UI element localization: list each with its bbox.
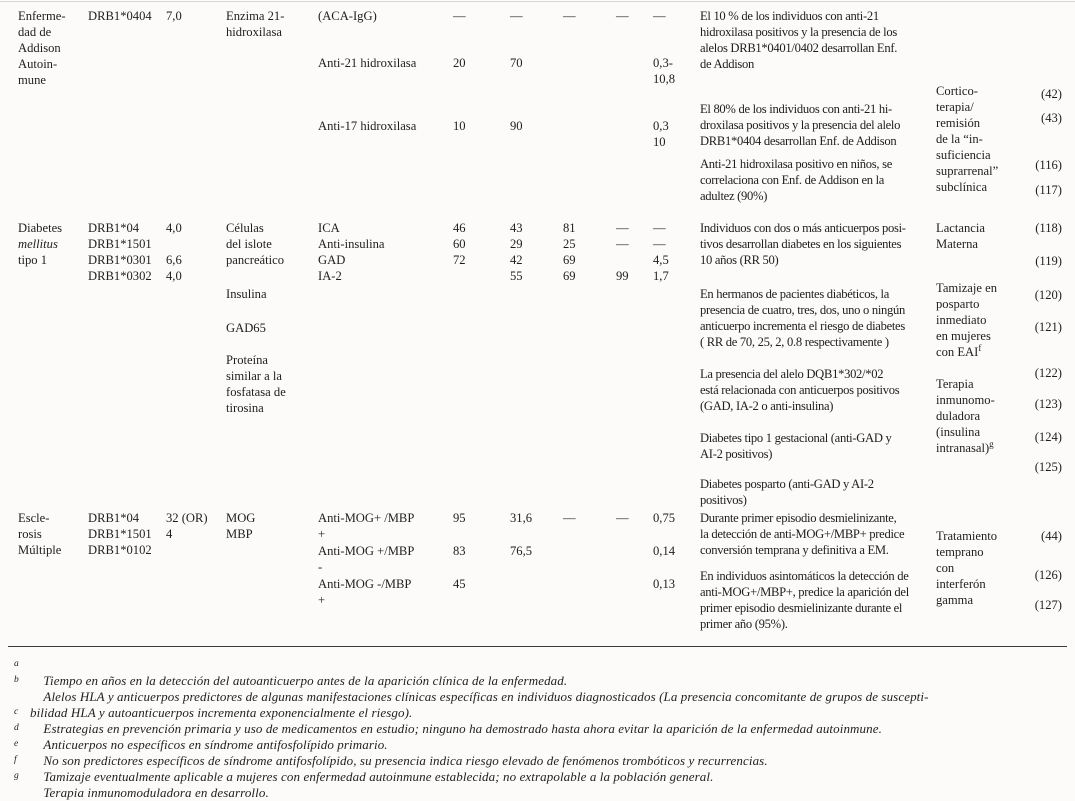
value-col2: 70 bbox=[510, 56, 523, 70]
footnote-text: No son predictores específicos de síndrome antifosfolípido, su presencia indica riesgo elevado de fenómenos trombóticos y recurrencias. bbox=[43, 753, 768, 768]
diabetes-disease-line2: mellitus bbox=[18, 237, 58, 251]
sclerosis-prevention: Tratamiento temprano con interferón gamma bbox=[936, 529, 998, 607]
diabetes-antigen-2: Insulina bbox=[226, 287, 267, 301]
value-col5: 4,5 bbox=[653, 253, 669, 267]
value-col3: — bbox=[563, 511, 576, 525]
diabetes-antigen-1: Células del islote pancreático bbox=[226, 221, 285, 267]
addison-time: 7,0 bbox=[166, 9, 182, 23]
value-col1: — bbox=[453, 9, 466, 23]
diabetes-comment-1: Individuos con dos o más anticuerpos posi- tivos desarrollan diabetes en los siguientes 10 años (RR 50) bbox=[700, 221, 906, 267]
value-col1: 72 bbox=[453, 253, 466, 267]
value-col2: 55 bbox=[510, 269, 523, 283]
addison-prevention: Cortico- terapia/ remisión de la “in- suficiencia suprarrenal” subclínica bbox=[936, 84, 999, 194]
antibody-label: ICA bbox=[318, 221, 340, 235]
value-col4: — bbox=[616, 9, 629, 23]
sclerosis-disease: Escle- rosis Múltiple bbox=[18, 511, 62, 557]
reference-number: (121) bbox=[1034, 320, 1062, 334]
diabetes-disease-line1: Diabetes bbox=[18, 221, 63, 235]
value-col5: 0,75 bbox=[653, 511, 676, 525]
footnote-letter: a bbox=[14, 659, 19, 669]
antibody-label: Anti-insulina bbox=[318, 237, 385, 251]
value-col2: 90 bbox=[510, 119, 523, 133]
footnote-text: Alelos HLA y anticuerpos predictores de algunas manifestaciones clínicas específicas en individuos diagnosticados (La presencia concomitante de grupos de suscepti- bilidad HLA y autoanticuerpos incrementa exponencialmente el riesgo). bbox=[30, 689, 929, 720]
footnote-letter: b bbox=[14, 675, 19, 685]
value-col1: 46 bbox=[453, 221, 466, 235]
reference-number: (42) bbox=[1041, 87, 1062, 101]
reference-number: (127) bbox=[1034, 598, 1062, 612]
value-col1: 20 bbox=[453, 56, 466, 70]
footnote-letter: c bbox=[14, 707, 19, 717]
reference-number: (125) bbox=[1034, 460, 1062, 474]
value-col5: — bbox=[653, 9, 666, 23]
diabetes-prevention-3 bbox=[936, 376, 1022, 456]
reference-number: (124) bbox=[1034, 430, 1062, 444]
value-col1: 95 bbox=[453, 511, 466, 525]
table-bottom-rule bbox=[8, 646, 1067, 647]
value-col2: 42 bbox=[510, 253, 523, 267]
antibody-label: Anti-21 hidroxilasa bbox=[318, 56, 417, 70]
addison-allele: DRB1*0404 bbox=[88, 9, 152, 23]
reference-number: (118) bbox=[1035, 221, 1062, 235]
value-col1: 10 bbox=[453, 119, 466, 133]
antibody-label: IA-2 bbox=[318, 269, 342, 283]
reference-number: (43) bbox=[1041, 111, 1062, 125]
value-col1: 60 bbox=[453, 237, 466, 251]
value-col3: 81 bbox=[563, 221, 576, 235]
reference-number: (116) bbox=[1035, 158, 1062, 172]
sclerosis-comment-1: Durante primer episodio desmielinizante, la detección de anti-MOG+/MBP+ predice conversión temprana y definitiva a EM. bbox=[700, 511, 905, 557]
diabetes-prevention-3-text: Terapia inmunomo- duladora (insulina intranasal) bbox=[936, 377, 995, 455]
reference-number: (122) bbox=[1034, 366, 1062, 380]
footnote-g bbox=[10, 769, 1065, 801]
diabetes-antigen-3: GAD65 bbox=[226, 321, 266, 335]
sclerosis-alleles: DRB1*04 DRB1*1501 DRB1*0102 bbox=[88, 511, 152, 557]
value-col2: — bbox=[510, 9, 523, 23]
sclerosis-times: 32 (OR) 4 bbox=[166, 511, 208, 541]
addison-antigen: Enzima 21- hidroxilasa bbox=[226, 9, 285, 39]
value-col2: 29 bbox=[510, 237, 523, 251]
diabetes-prevention-1: Lactancia Materna bbox=[936, 221, 985, 251]
addison-comment-1: El 10 % de los individuos con anti-21 hidroxilasa positivos y la presencia de los alelos DRB1*0401/0402 desarrollan Enf. de Addison bbox=[700, 9, 898, 71]
value-col4: — bbox=[616, 221, 629, 235]
reference-number: (44) bbox=[1041, 529, 1062, 543]
diabetes-comment-4: Diabetes tipo 1 gestacional (anti-GAD y AI-2 positivos) bbox=[700, 431, 892, 461]
value-col4: 99 bbox=[616, 269, 629, 283]
antibody-label: GAD bbox=[318, 253, 346, 267]
value-col5: — bbox=[653, 221, 666, 235]
value-col2: 31,6 bbox=[510, 511, 533, 525]
footnote-text: Tamizaje eventualmente aplicable a mujeres con enfermedad autoinmune establecida; no extrapolable a la población general. bbox=[43, 769, 714, 784]
footnote-letter: e bbox=[14, 739, 19, 749]
value-col2: 43 bbox=[510, 221, 523, 235]
footnote-text: Anticuerpos no específicos en síndrome antifosfolípido primario. bbox=[43, 737, 388, 752]
footnote-letter: g bbox=[14, 771, 19, 781]
antibody-label: Anti-MOG+ /MBP + bbox=[318, 511, 415, 541]
value-col3: — bbox=[563, 9, 576, 23]
footnote-text: Tiempo en años en la detección del autoanticuerpo antes de la aparición clínica de la enfermedad. bbox=[43, 673, 568, 688]
footnote-text: Terapia inmunomoduladora en desarrollo. bbox=[43, 785, 269, 800]
footnote-letter: f bbox=[14, 755, 17, 765]
value-col1: 45 bbox=[453, 577, 466, 591]
value-col5: 0,3 10 bbox=[653, 119, 669, 149]
antibody-label: Anti-MOG -/MBP + bbox=[318, 577, 412, 607]
footnote-text: Estrategias en prevención primaria y uso de medicamentos en estudio; ninguno ha demostrado hasta ahora evitar la aparición de la enfermedad autoinmune. bbox=[43, 721, 882, 736]
value-col4: — bbox=[616, 237, 629, 251]
value-col5: 0,13 bbox=[653, 577, 676, 591]
diabetes-comment-5: Diabetes posparto (anti-GAD y AI-2 positivos) bbox=[700, 477, 874, 507]
reference-number: (120) bbox=[1034, 288, 1062, 302]
reference-number: (119) bbox=[1035, 254, 1062, 268]
value-col3: 69 bbox=[563, 253, 576, 267]
diabetes-times: 4,0 6,6 4,0 bbox=[166, 221, 182, 283]
diabetes-alleles: DRB1*04 DRB1*1501 DRB1*0301 DRB1*0302 bbox=[88, 221, 152, 283]
reference-number: (123) bbox=[1034, 397, 1062, 411]
diabetes-comment-2: En hermanos de pacientes diabéticos, la presencia de cuatro, tres, dos, uno o ningún anticuerpo incrementa el riesgo de diabetes ( RR de 70, 25, 2, 0.8 respectivamente ) bbox=[700, 287, 906, 349]
value-col4: — bbox=[616, 511, 629, 525]
value-col5: 0,3- 10,8 bbox=[653, 56, 676, 86]
footnote-ref-g: g bbox=[989, 438, 994, 449]
antibody-label: (ACA-IgG) bbox=[318, 9, 377, 23]
addison-comment-3: Anti-21 hidroxilasa positivo en niños, se correlaciona con Enf. de Addison en la adultez (90%) bbox=[700, 157, 892, 203]
diabetes-comment-3: La presencia del alelo DQB1*302/*02 está relacionada con anticuerpos positivos (GAD, IA-2 o anti-insulina) bbox=[700, 367, 900, 413]
footnote-ref-f: f bbox=[978, 342, 982, 353]
diabetes-disease-line3: tipo 1 bbox=[18, 253, 48, 267]
reference-number: (117) bbox=[1035, 183, 1062, 197]
diabetes-prevention-2-text: Tamizaje en posparto inmediato en mujeres con EAI bbox=[936, 281, 998, 359]
value-col5: 0,14 bbox=[653, 544, 676, 558]
footnote-letter: d bbox=[14, 723, 19, 733]
addison-comment-2: El 80% de los individuos con anti-21 hi- droxilasa positivos y la presencia del alelo DRB1*0404 desarrollan Enf. de Addison bbox=[700, 102, 901, 148]
value-col3: 25 bbox=[563, 237, 576, 251]
top-border-line bbox=[0, 1, 1075, 2]
addison-disease: Enferme- dad de Addison Autoin- mune bbox=[18, 9, 66, 87]
value-col1: 83 bbox=[453, 544, 466, 558]
value-col2: 76,5 bbox=[510, 544, 533, 558]
sclerosis-comment-2: En individuos asintomáticos la detección de anti-MOG+/MBP+, predice la aparición del primer episodio desmielinizante durante el primer año (95%). bbox=[700, 569, 909, 631]
diabetes-prevention-2 bbox=[936, 280, 1022, 360]
antibody-label: Anti-MOG +/MBP - bbox=[318, 544, 415, 574]
value-col5: — bbox=[653, 237, 666, 251]
value-col5: 1,7 bbox=[653, 269, 669, 283]
antibody-label: Anti-17 hidroxilasa bbox=[318, 119, 417, 133]
diabetes-antigen-4: Proteína similar a la fosfatasa de tirosina bbox=[226, 353, 286, 415]
sclerosis-antigens: MOG MBP bbox=[226, 511, 256, 541]
reference-number: (126) bbox=[1034, 568, 1062, 582]
value-col3: 69 bbox=[563, 269, 576, 283]
